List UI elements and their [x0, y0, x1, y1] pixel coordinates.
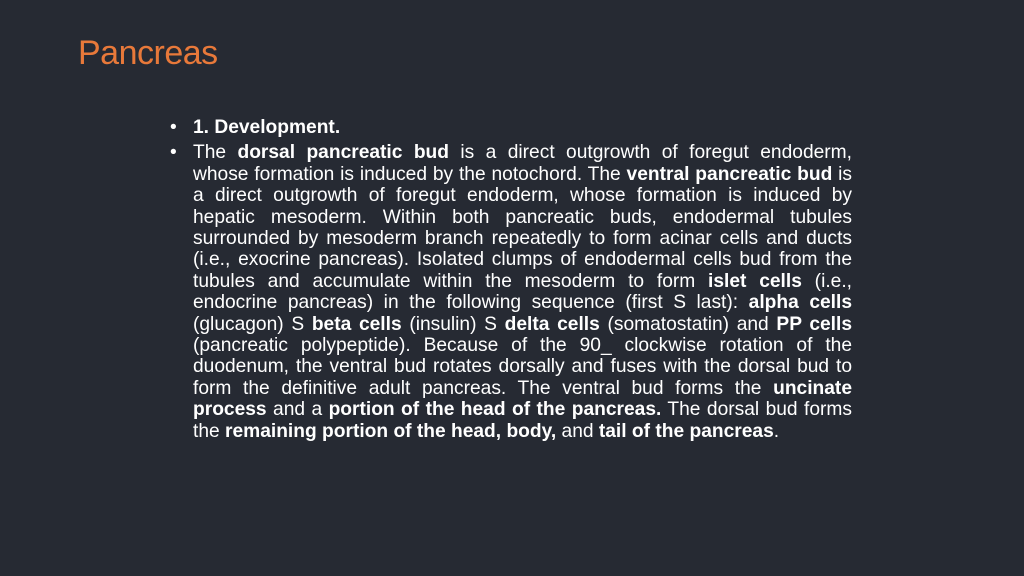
body-text: The	[193, 142, 238, 164]
bold-text: delta cells	[504, 313, 600, 335]
bold-text: PP cells	[776, 313, 853, 335]
slide-title: Pancreas	[78, 34, 218, 72]
bold-text: islet cells	[708, 270, 802, 292]
body-text: (insulin) S	[401, 313, 505, 335]
bullet-item	[170, 142, 852, 442]
body-text: The dorsal bud forms the	[193, 399, 852, 442]
bold-text: 1. Development.	[193, 117, 341, 138]
bold-text: portion of the head of the pancreas.	[328, 399, 662, 421]
body-text: is a direct outgrowth of foregut endoderm, whose formation is induced by hepatic mesoderm. Within both pancreatic buds, endodermal tubules surrounded by mesoderm branch repeatedly to form acinar cells and ducts (i.e., exocrine pancreas). Isolated clumps of endodermal cells bud from the tubules and accumulate within the mesoderm to form	[193, 163, 852, 292]
bullet-dot-icon: •	[170, 142, 177, 164]
body-text: and	[556, 420, 599, 442]
bold-text: tail of the pancreas	[598, 420, 774, 442]
body-text: and a	[266, 399, 329, 421]
body-text: (i.e., endocrine pancreas) in the following sequence (first S last):	[193, 270, 852, 314]
bullet-list	[170, 117, 852, 446]
bold-text: alpha cells	[748, 292, 853, 314]
body-text: .	[773, 420, 780, 442]
body-text: is a direct outgrowth of foregut endoderm, whose formation is induced by the notochord. The	[193, 142, 852, 185]
bold-text: uncinate process	[193, 377, 852, 421]
body-text: (pancreatic polypeptide). Because of the 90_ clockwise rotation of the duodenum, the ventral bud rotates dorsally and fuses with the dorsal bud to form the definitive adult pancreas. The ventral bud forms the	[193, 335, 852, 399]
bullet-dot-icon: •	[170, 117, 177, 138]
body-text: (somatostatin) and	[599, 313, 777, 335]
bold-text: beta cells	[311, 313, 402, 335]
bold-text: remaining portion of the head, body,	[225, 420, 557, 442]
bullet-item	[170, 117, 852, 138]
bold-text: ventral pancreatic bud	[626, 163, 833, 185]
body-text: (glucagon) S	[193, 313, 312, 335]
bold-text: dorsal pancreatic bud	[237, 142, 449, 164]
